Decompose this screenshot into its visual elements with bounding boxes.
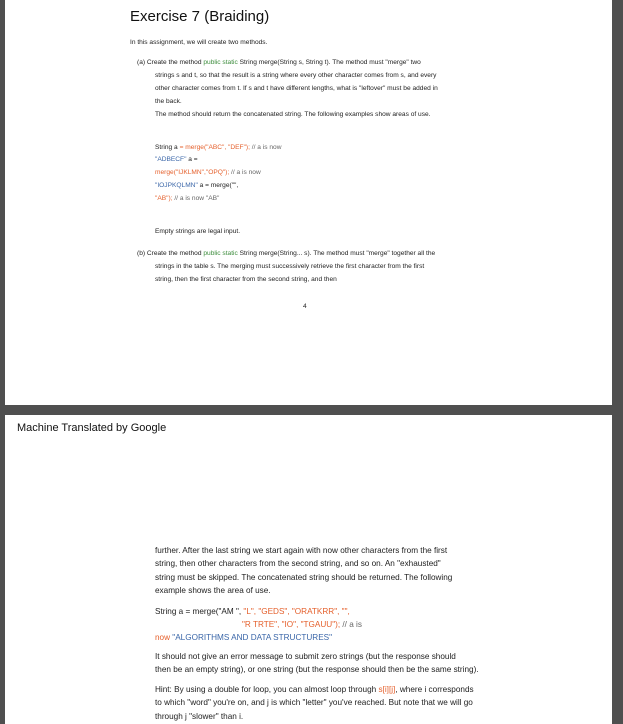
part-b-line-3: string, then the first character from the second string, and then [155,276,337,283]
code-line-4: "IOJPKQLMN" a = merge("", [155,182,239,189]
part-a-line-4: the back. [155,98,182,105]
zero-strings-paragraph: It should not give an error message to submit zero strings (but the response should then be an empty string), or one string (but the response should then be the same string). [155,652,479,675]
part-a-line-3: other character comes from t. If s and t have different lengths, what is "leftover" must be added in [155,85,438,92]
example-code-line-1: String a = merge("AM ", "L", "GEDS", "ORATKRR", "", [155,607,350,616]
part-a-line-5: The method should return the concatenated string. The following examples show areas of use. [155,111,431,118]
page-number: 4 [303,303,307,310]
part-a-line-2: strings s and t, so that the result is a string where every other character comes from s, and every [155,72,437,79]
machine-translated-header: Machine Translated by Google [17,422,167,434]
keyword-public-static: public static [203,59,238,66]
part-b-line-1: (b) Create the method public static String merge(String... s). The method must "merge" together all the [137,250,436,257]
code-line-5: "AB"); // a is now "AB" [155,195,220,202]
document-page-1 [5,0,612,405]
hint-paragraph: Hint: By using a double for loop, you can almost loop through s[i][j], where i corresponds to which "word" you're on, and j is which "letter" you've reached. But note that we will go through j "slower" than i. [155,685,474,721]
continuation-paragraph: further. After the last string we start again with now other characters from the first string, then other characters from the second string, and so on. An "exhausted" string must be skipped. The concatenated string should be returned. The following example shows the area of use. [155,546,453,595]
code-line-3: merge("IJKLMN","OPQ"); // a is now [155,169,261,176]
part-a-line-1: (a) Create the method public static String merge(String s, String t). The method must "merge" two [137,59,421,66]
code-line-2: "ADBECF" a = [155,156,198,163]
code-line-1: String a = merge("ABC", "DEF"); // a is now [155,144,282,151]
keyword-public-static: public static [203,250,238,257]
intro-text: In this assignment, we will create two methods. [130,39,268,46]
empty-strings-note: Empty strings are legal input. [155,228,241,235]
exercise-title: Exercise 7 (Braiding) [130,8,270,25]
example-code-line-2: "R TRTE", "IO", "TGAUU"); // a is [242,620,362,629]
part-b-line-2: strings in the table s. The merging must successively retrieve the first character from the first [155,263,425,270]
document-page-2 [5,415,612,724]
example-code-line-3: now "ALGORITHMS AND DATA STRUCTURES" [155,633,333,642]
index-expression: s[i][j] [378,685,396,694]
